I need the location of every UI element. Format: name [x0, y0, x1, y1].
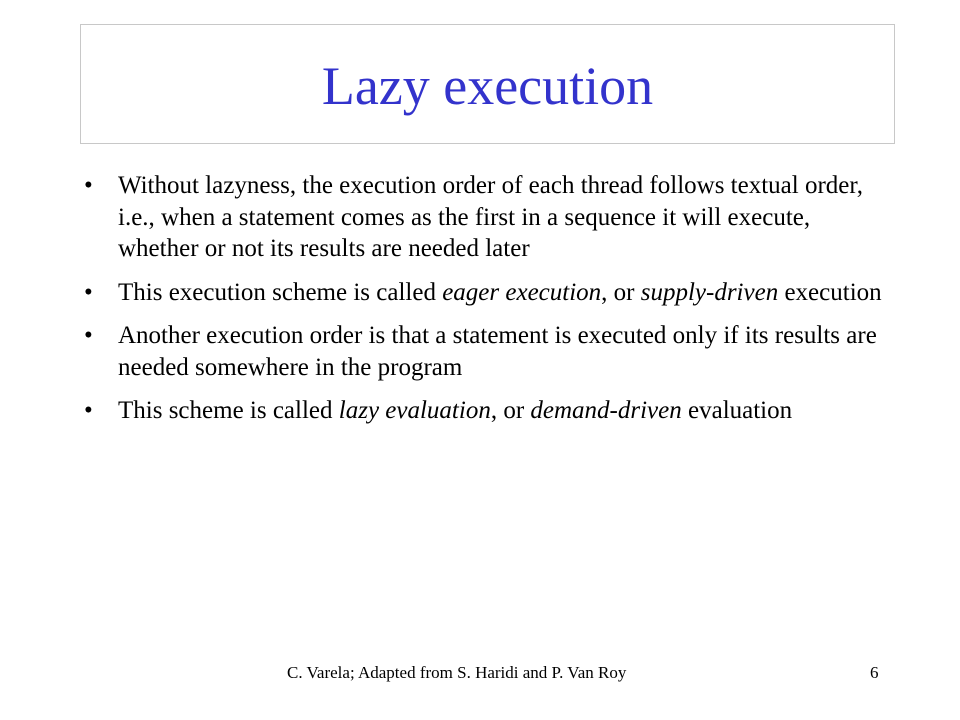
- bullet-list: [84, 170, 884, 439]
- page-number: 6: [870, 663, 879, 682]
- bullet-item: [84, 320, 884, 383]
- bullet-text-part: This scheme is called: [118, 397, 339, 424]
- bullet-text-part: evaluation: [681, 397, 793, 424]
- bullet-text-part: , or: [601, 278, 641, 306]
- bullet-text: [118, 172, 863, 262]
- emphasis-term: demand-driven: [530, 397, 682, 424]
- bullet-text-part: Another execution order is that a statement is executed only if its results are needed somewhere in the program: [118, 322, 877, 381]
- bullet-item: [84, 170, 884, 265]
- bullet-text-part: , or: [490, 397, 531, 424]
- bullet-item: [84, 277, 884, 309]
- bullet-text: [118, 279, 882, 306]
- bullet-text: [118, 322, 877, 381]
- bullet-text-part: This execution scheme is called: [118, 278, 443, 306]
- bullet-marker: •: [84, 322, 93, 349]
- bullet-text: [118, 397, 792, 424]
- bullet-item: [84, 395, 884, 427]
- emphasis-term: supply-driven: [640, 278, 779, 306]
- bullet-marker: •: [84, 278, 93, 306]
- bullet-text-part: Without lazyness, the execution order of each thread follows textual order, i.e., when a statement comes as the first in a sequence it will execute, whether or not its results are needed later: [118, 172, 863, 262]
- bullet-marker: •: [84, 172, 93, 199]
- bullet-text-part: execution: [778, 278, 882, 306]
- emphasis-term: lazy evaluation: [338, 397, 491, 424]
- slide-footer: [0, 663, 960, 687]
- slide-title: Lazy execution: [321, 56, 654, 116]
- footer-credit: C. Varela; Adapted from S. Haridi and P. Van Roy: [287, 663, 627, 682]
- emphasis-term: eager execution: [442, 278, 602, 306]
- title-box: [80, 24, 895, 144]
- bullet-marker: •: [84, 397, 93, 424]
